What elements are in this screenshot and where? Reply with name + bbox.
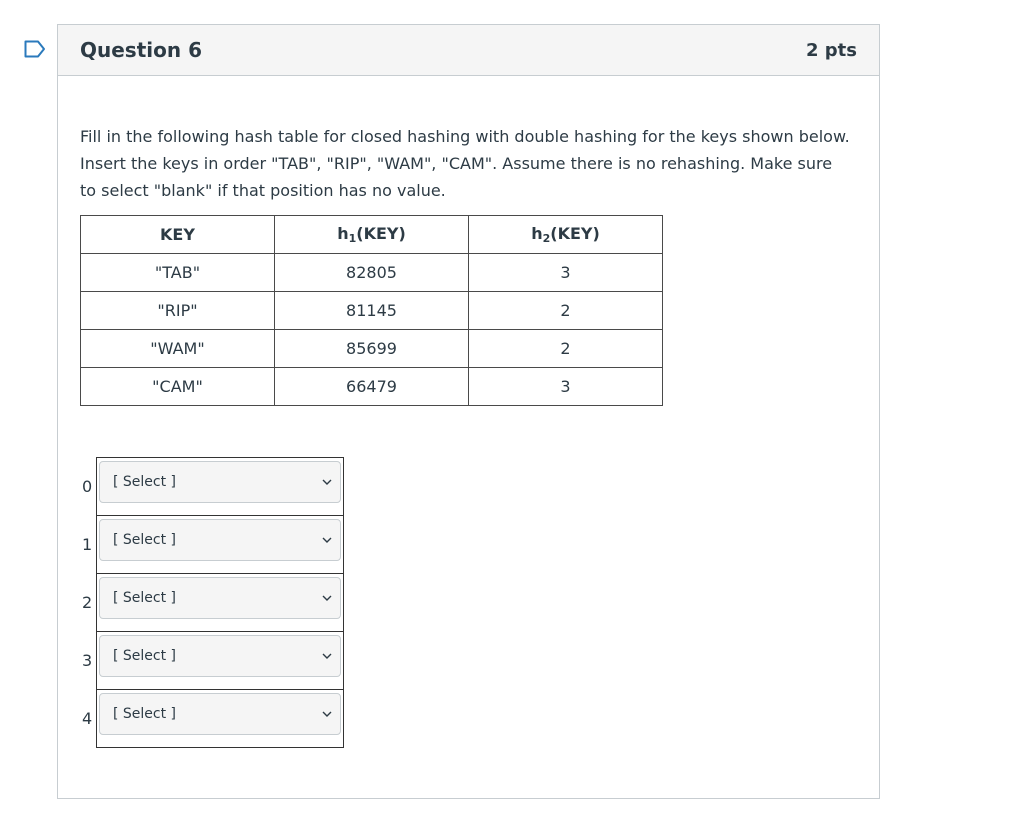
table-row <box>81 254 663 292</box>
slot-4-select[interactable] <box>99 693 341 735</box>
flag-question-icon[interactable] <box>24 40 46 58</box>
cell-h2: 3 <box>469 254 663 292</box>
cell-h1: 81145 <box>275 292 469 330</box>
slot-index: 1 <box>82 535 93 554</box>
hash-table-slots <box>76 457 346 747</box>
table-row <box>81 368 663 406</box>
cell-key: "WAM" <box>81 330 275 368</box>
table-row <box>81 330 663 368</box>
question-title: Question 6 <box>80 38 202 62</box>
slot-2-select[interactable] <box>99 577 341 619</box>
question-header <box>58 25 879 76</box>
select-value: [ Select ] <box>113 590 177 606</box>
cell-key: "TAB" <box>81 254 275 292</box>
slot-index: 0 <box>82 477 93 496</box>
slot-row-2 <box>76 573 346 631</box>
slot-cell <box>96 573 344 631</box>
slot-row-4 <box>76 689 346 747</box>
slot-0-select[interactable] <box>99 461 341 503</box>
slot-row-3 <box>76 631 346 689</box>
chevron-down-icon <box>322 651 332 661</box>
slot-cell <box>96 457 344 515</box>
slot-cell <box>96 515 344 573</box>
slot-cell <box>96 689 344 748</box>
slot-index: 3 <box>82 651 93 670</box>
table-header-row <box>81 216 663 254</box>
slot-index: 2 <box>82 593 93 612</box>
question-points: 2 pts <box>806 40 857 61</box>
cell-key: "RIP" <box>81 292 275 330</box>
cell-h1: 85699 <box>275 330 469 368</box>
table-row <box>81 292 663 330</box>
slot-cell <box>96 631 344 689</box>
chevron-down-icon <box>322 709 332 719</box>
cell-h2: 3 <box>469 368 663 406</box>
slot-1-select[interactable] <box>99 519 341 561</box>
question-text: Fill in the following hash table for closed hashing with double hashing for the keys shown below. Insert the keys in order "TAB", "RIP", "WAM", "CAM". Assume there is no rehashing. Make sure to select "blank" if that position has no value. <box>80 127 850 200</box>
header-h1: $h_1(KEY)$ <box>275 216 469 254</box>
slot-3-select[interactable] <box>99 635 341 677</box>
chevron-down-icon <box>322 535 332 545</box>
keys-table <box>80 215 663 406</box>
slot-index: 4 <box>82 709 93 728</box>
slot-row-0 <box>76 457 346 515</box>
cell-h1: 82805 <box>275 254 469 292</box>
header-key: KEY <box>81 216 275 254</box>
select-value: [ Select ] <box>113 648 177 664</box>
chevron-down-icon <box>322 593 332 603</box>
cell-h1: 66479 <box>275 368 469 406</box>
cell-key: "CAM" <box>81 368 275 406</box>
cell-h2: 2 <box>469 292 663 330</box>
question-card <box>57 24 880 799</box>
header-h2: $h_2(KEY)$ <box>469 216 663 254</box>
cell-h2: 2 <box>469 330 663 368</box>
slot-row-1 <box>76 515 346 573</box>
select-value: [ Select ] <box>113 706 177 722</box>
chevron-down-icon <box>322 477 332 487</box>
select-value: [ Select ] <box>113 474 177 490</box>
select-value: [ Select ] <box>113 532 177 548</box>
